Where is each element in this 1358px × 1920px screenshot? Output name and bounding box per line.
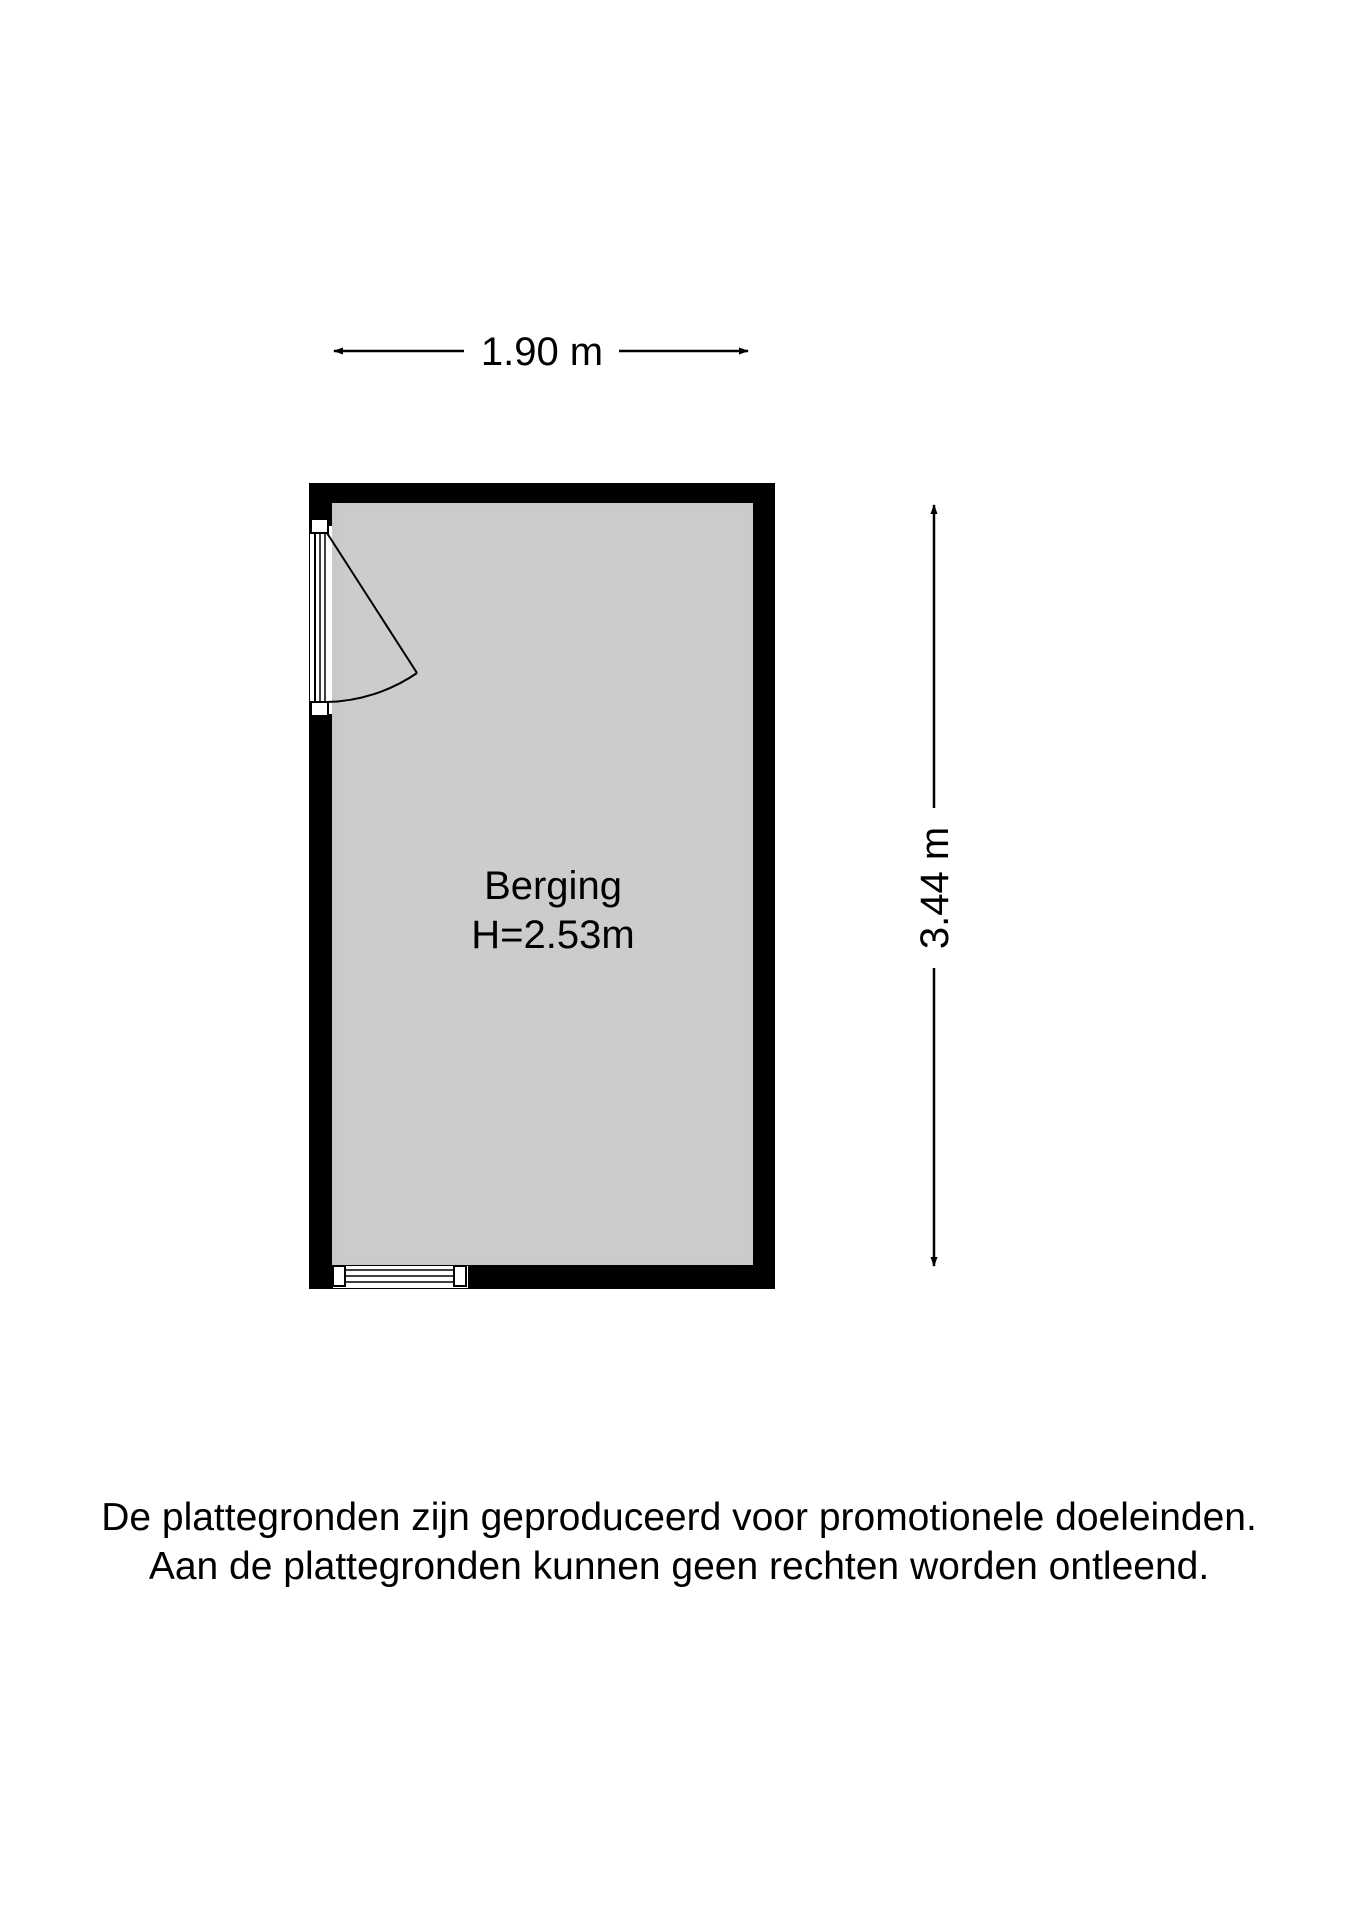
width-dimension-label: 1.90 m — [480, 330, 604, 374]
window-frame-right — [454, 1266, 466, 1286]
disclaimer-line-1: De plattegronden zijn geproduceerd voor promotionele doeleinden. — [101, 1496, 1257, 1539]
depth-dimension — [913, 505, 957, 1266]
disclaimer — [0, 1493, 1358, 1591]
room-height: H=2.53m — [471, 913, 635, 957]
door-jamb-bottom — [311, 702, 328, 716]
door-jamb-top — [311, 519, 328, 533]
disclaimer-line-2: Aan de plattegronden kunnen geen rechten worden ontleend. — [148, 1545, 1210, 1588]
window-frame-left — [333, 1266, 345, 1286]
width-dimension — [334, 330, 748, 374]
room-name: Berging — [484, 864, 622, 908]
depth-dimension-label: 3.44 m — [913, 826, 957, 950]
door-opening — [310, 526, 332, 714]
window — [333, 1266, 468, 1288]
